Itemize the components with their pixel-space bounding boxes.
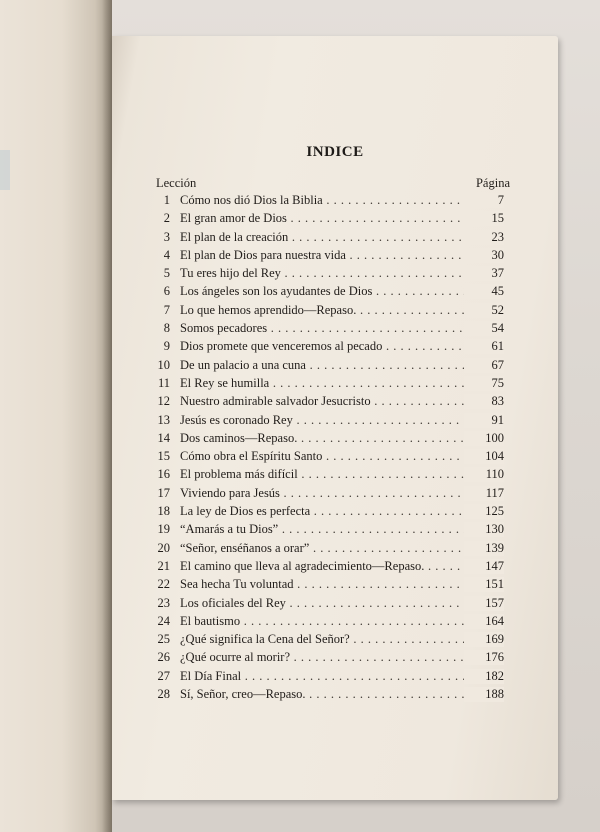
lesson-title: El camino que lleva al agradecimiento—Repaso. . . . — [180, 559, 502, 574]
lesson-title: Los oficiales del Rey . . . — [180, 596, 502, 611]
lesson-number: 2 — [163, 211, 170, 226]
lesson-title: El Rey se humilla . . . — [180, 376, 502, 391]
lesson-title: La ley de Dios es perfecta . . . — [180, 504, 502, 519]
page-number: 110 — [464, 467, 504, 482]
page-number: 91 — [464, 413, 504, 428]
toc-entry — [112, 614, 558, 632]
lesson-number: 12 — [157, 394, 170, 409]
table-of-contents — [112, 193, 558, 705]
lesson-column-header: Lección — [156, 176, 197, 190]
toc-entry — [112, 413, 558, 431]
ink-bleed-mark — [0, 150, 10, 190]
lesson-number: 24 — [157, 613, 170, 628]
lesson-number: 18 — [157, 504, 170, 519]
page-number: 176 — [464, 650, 504, 665]
toc-entry — [112, 650, 558, 668]
toc-entry — [112, 449, 558, 467]
toc-entry — [112, 376, 558, 394]
page-column-header: Página — [475, 176, 510, 190]
page-number: 157 — [464, 596, 504, 611]
lesson-title: El Día Final . . . — [180, 669, 502, 684]
book-page — [112, 36, 558, 800]
lesson-number: 10 — [157, 357, 170, 372]
toc-entry — [112, 193, 558, 211]
lesson-title: Cómo obra el Espíritu Santo . . . — [180, 449, 502, 464]
page-number: 147 — [464, 559, 504, 574]
lesson-number: 13 — [157, 412, 170, 427]
lesson-title: Sí, Señor, creo—Repaso. . . . — [180, 687, 502, 702]
lesson-number: 9 — [163, 339, 170, 354]
lesson-number: 6 — [163, 284, 170, 299]
lesson-number: 16 — [157, 467, 170, 482]
lesson-title: Sea hecha Tu voluntad . . . — [180, 577, 502, 592]
lesson-title: El bautismo . . . — [180, 614, 502, 629]
lesson-number: 25 — [157, 632, 170, 647]
lesson-number: 17 — [157, 485, 170, 500]
lesson-title: Nuestro admirable salvador Jesucristo . . . — [180, 394, 502, 409]
lesson-title: Dos caminos—Repaso. . . . — [180, 431, 502, 446]
toc-entry — [112, 541, 558, 559]
lesson-number: 27 — [157, 668, 170, 683]
page-number: 37 — [464, 266, 504, 281]
lesson-number: 8 — [163, 321, 170, 336]
toc-entry — [112, 358, 558, 376]
lesson-title: El gran amor de Dios . . . — [180, 211, 502, 226]
lesson-number: 4 — [163, 247, 170, 262]
toc-entry — [112, 431, 558, 449]
lesson-number: 28 — [157, 687, 170, 702]
lesson-title: ¿Qué ocurre al morir? . . . — [180, 650, 502, 665]
toc-entry — [112, 632, 558, 650]
lesson-title: Lo que hemos aprendido—Repaso. . . . — [180, 303, 502, 318]
toc-entry — [112, 577, 558, 595]
page-number: 182 — [464, 669, 504, 684]
lesson-title: El plan de Dios para nuestra vida . . . — [180, 248, 502, 263]
lesson-number: 21 — [157, 558, 170, 573]
toc-entry — [112, 687, 558, 705]
lesson-number: 7 — [163, 302, 170, 317]
toc-entry — [112, 486, 558, 504]
lesson-number: 19 — [157, 522, 170, 537]
toc-entry — [112, 522, 558, 540]
lesson-title: Tu eres hijo del Rey . . . — [180, 266, 502, 281]
lesson-number: 20 — [157, 540, 170, 555]
page-number: 61 — [464, 339, 504, 354]
toc-entry — [112, 266, 558, 284]
lesson-number: 1 — [163, 193, 170, 207]
page-number: 52 — [464, 303, 504, 318]
toc-entry — [112, 596, 558, 614]
page-number: 151 — [464, 577, 504, 592]
page-number: 67 — [464, 358, 504, 373]
page-number: 164 — [464, 614, 504, 629]
toc-entry — [112, 394, 558, 412]
toc-entry — [112, 211, 558, 229]
page-number: 100 — [464, 431, 504, 446]
lesson-number: 5 — [163, 266, 170, 281]
page-number: 45 — [464, 284, 504, 299]
toc-entry — [112, 504, 558, 522]
toc-entry — [112, 339, 558, 357]
lesson-title: “Amarás a tu Dios” . . . — [180, 522, 502, 537]
left-page — [0, 0, 112, 832]
page-number: 83 — [464, 394, 504, 409]
page-title: INDICE — [306, 144, 364, 160]
toc-entry — [112, 230, 558, 248]
toc-entry — [112, 284, 558, 302]
lesson-title: Jesús es coronado Rey . . . — [180, 413, 502, 428]
page-number: 23 — [464, 230, 504, 245]
page-number: 30 — [464, 248, 504, 263]
lesson-number: 11 — [157, 375, 170, 390]
toc-entry — [112, 467, 558, 485]
lesson-title: Los ángeles son los ayudantes de Dios . . . — [180, 284, 502, 299]
toc-entry — [112, 303, 558, 321]
page-number: 104 — [464, 449, 504, 464]
lesson-title: El plan de la creación . . . — [180, 230, 502, 245]
lesson-number: 15 — [157, 449, 170, 464]
toc-entry — [112, 559, 558, 577]
toc-entry — [112, 669, 558, 687]
lesson-number: 26 — [157, 650, 170, 665]
lesson-title: “Señor, enséñanos a orar” . . . — [180, 541, 502, 556]
page-number: 139 — [464, 541, 504, 556]
lesson-title: De un palacio a una cuna . . . — [180, 358, 502, 373]
lesson-title: ¿Qué significa la Cena del Señor? . . . — [180, 632, 502, 647]
toc-entry — [112, 321, 558, 339]
page-number: 7 — [464, 193, 504, 208]
lesson-title: El problema más difícil . . . — [180, 467, 502, 482]
lesson-number: 22 — [157, 577, 170, 592]
page-number: 15 — [464, 211, 504, 226]
lesson-number: 3 — [163, 229, 170, 244]
lesson-number: 14 — [157, 430, 170, 445]
page-number: 169 — [464, 632, 504, 647]
lesson-number: 23 — [157, 595, 170, 610]
lesson-title: Viviendo para Jesús . . . — [180, 486, 502, 501]
lesson-title: Cómo nos dió Dios la Biblia . . . — [180, 193, 502, 208]
page-number: 54 — [464, 321, 504, 336]
lesson-title: Somos pecadores . . . — [180, 321, 502, 336]
page-number: 188 — [464, 687, 504, 702]
toc-entry — [112, 248, 558, 266]
page-number: 125 — [464, 504, 504, 519]
page-number: 130 — [464, 522, 504, 537]
page-number: 117 — [464, 486, 504, 501]
page-number: 75 — [464, 376, 504, 391]
lesson-title: Dios promete que venceremos al pecado . . . — [180, 339, 502, 354]
